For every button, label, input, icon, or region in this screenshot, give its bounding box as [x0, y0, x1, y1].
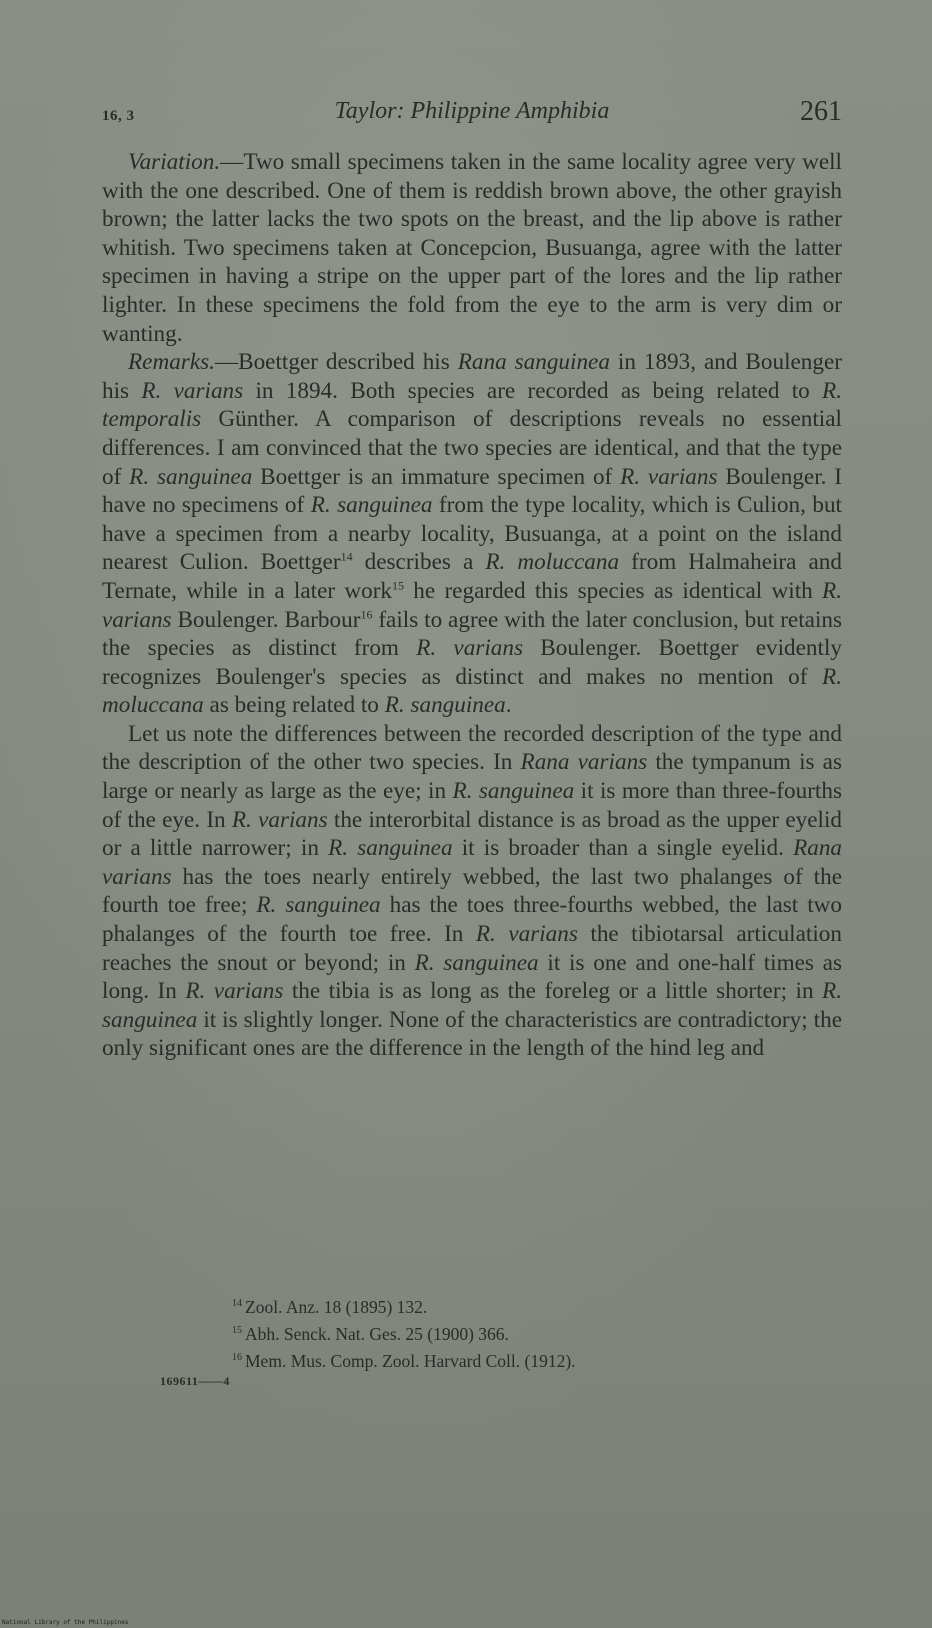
footnote-text: Mem. Mus. Comp. Zool. Harvard Coll. (1912). [245, 1351, 576, 1371]
footnote-ref-16: 16 [360, 606, 373, 621]
species-name: R. varians [102, 577, 842, 633]
text-run: in 1894. Both species are recorded as being related to [243, 377, 823, 404]
species-name: R. varians [231, 806, 328, 833]
page-number: 261 [800, 96, 842, 127]
footnote-15 [232, 1321, 792, 1348]
text-run: the interorbital distance is as broad as the upper eyelid or a little narrower; in [102, 806, 842, 862]
paragraph-differences [102, 720, 842, 1063]
text-run: Boettger is an immature specimen of [252, 463, 621, 490]
running-header [102, 96, 842, 136]
species-name: R. sanguinea [328, 835, 453, 862]
species-name: R. varians [416, 635, 523, 662]
volume-number: 16, 3 [102, 108, 135, 124]
footnote-number: 16 [232, 1352, 242, 1364]
species-name: R. varians [141, 377, 244, 404]
text-run: it is broader than a single eyelid. [452, 835, 794, 862]
text-run: has the toes nearly entirely webbed, the last two phalanges of the fourth toe free; [102, 863, 842, 919]
text-run: fails to agree with the later conclusion, but retains the species as distinct from [102, 606, 842, 662]
text-run: —Two small specimens taken in the same locality agree very well with the one described. One of them is reddish brown above, the other grayish brown; the latter lacks the two spots on the breast, and the lip above is rather whitish. Two specimens taken at Concepcion, Busuanga, agree with the latter specimen in having a stripe on the upper part of the lores and the lip rather lighter. In these specimens the fold from the eye to the arm is very dim or wanting. [102, 149, 842, 347]
text-run: the tibia is as long as the foreleg or a little shorter; in [283, 978, 823, 1005]
species-name: Rana varians [102, 835, 843, 890]
body-text [102, 148, 842, 1063]
text-run: . [505, 692, 512, 719]
text-run: Boulenger. Barbour [171, 606, 361, 633]
footnote-number: 15 [232, 1325, 242, 1337]
paragraph-variation [102, 148, 842, 348]
running-title: Taylor: Philippine Amphibia [334, 98, 610, 124]
text-run: from the type locality, which is Culion, but have a specimen from a nearby locality, Busuanga, at a point on the island nearest Culion. Boettger [102, 492, 843, 576]
footnote-text: Abh. Senck. Nat. Ges. 25 (1900) 366. [245, 1324, 509, 1344]
species-name: R. moluccana [102, 663, 842, 719]
species-name: R. sanguinea [310, 492, 433, 519]
species-name: R. sanguinea [452, 778, 575, 805]
footnote-ref-14: 14 [340, 549, 353, 564]
species-name: Rana sanguinea [457, 349, 610, 376]
species-name: R. sanguinea [129, 463, 253, 490]
species-name: R. varians [475, 921, 578, 948]
footnote-number: 14 [232, 1298, 242, 1310]
footnote-text: Zool. Anz. 18 (1895) 132. [245, 1297, 428, 1317]
text-run: the tympanum is as large or nearly as large as the eye; in [102, 749, 842, 805]
species-name: R. temporalis [102, 377, 843, 433]
species-name: R. sanguinea [256, 892, 381, 919]
text-run: it is more than three-fourths of the eye. In [102, 778, 842, 833]
text-run: —Boettger described his [214, 349, 458, 376]
species-name: R. moluccana [485, 549, 620, 576]
text-run: in 1893, and Boulenger his [102, 349, 843, 404]
paragraph-remarks [102, 348, 842, 720]
text-run: Let us note the differences between the recorded description of the type and the description of the other two species. In [102, 720, 842, 776]
text-run: Boulenger. I have no specimens of [102, 463, 843, 519]
text-run: he regarded this species as identical with [404, 577, 823, 604]
species-name: R. sanguinea [102, 978, 842, 1033]
signature-mark: 169611——4 [160, 1374, 230, 1388]
section-heading-remarks: Remarks. [128, 349, 215, 376]
species-name: Rana varians [520, 749, 648, 776]
footnote-14 [232, 1294, 792, 1321]
text-run: describes a [352, 549, 486, 576]
text-run: from Halmaheira and Ternate, while in a later work [102, 549, 842, 604]
text-run: as being related to [203, 692, 385, 719]
library-credit: National Library of the Philippines [2, 1619, 129, 1626]
text-run: it is slightly longer. None of the characteristics are contradictory; the only significant ones are the difference in the length of the hind leg and [102, 1006, 842, 1062]
text-run: Günther. A comparison of descriptions reveals no essential differences. I am convinced that the two species are identical, and that the type of [102, 406, 842, 490]
footnote-16 [232, 1348, 792, 1375]
species-name: R. varians [620, 463, 718, 490]
text-run: it is one and one-half times as long. In [102, 949, 842, 1005]
footnote-ref-15: 15 [392, 578, 405, 593]
text-run: has the toes three-fourths webbed, the last two phalanges of the fourth toe free. In [102, 892, 843, 948]
species-name: R. varians [185, 978, 284, 1005]
text-run: the tibiotarsal articulation reaches the snout or beyond; in [102, 921, 842, 976]
section-heading-variation: Variation. [128, 149, 221, 175]
text-run: Boulenger. Boettger evidently recognizes Boulenger's species as distinct and makes no mention of [102, 635, 842, 690]
footnotes [232, 1294, 792, 1375]
species-name: R. sanguinea [384, 692, 506, 719]
species-name: R. sanguinea [414, 949, 539, 976]
